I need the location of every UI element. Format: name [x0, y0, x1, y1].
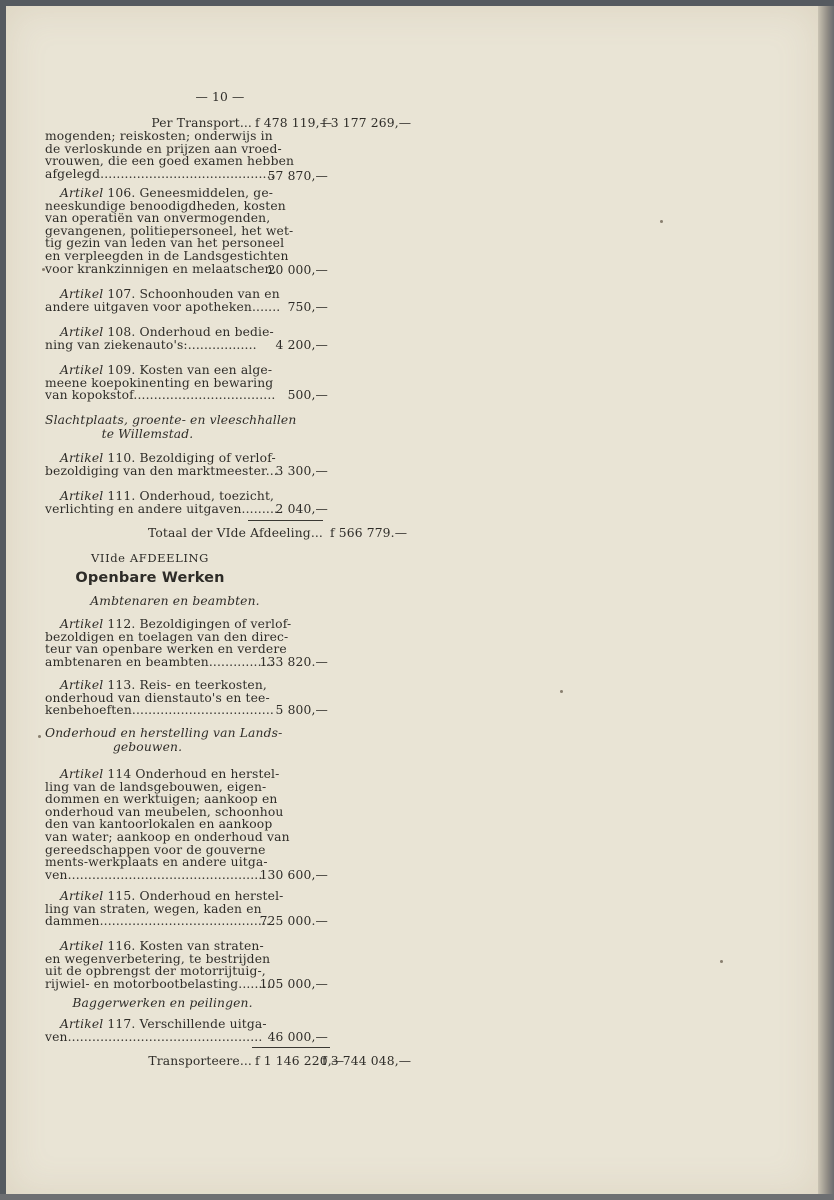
article-title: 113. Reis- en teerkosten, [103, 678, 267, 692]
text-line: mogenden; reiskosten; onderwijs in [45, 129, 273, 143]
art106-line: van operatiën van onvermogenden, [45, 211, 271, 226]
subheading: Ambtenaren en beambten. [90, 594, 260, 608]
text-line: de verloskunde en prijzen aan vroed- [45, 141, 282, 156]
art106-line: gevangenen, politiepersoneel, het wet- [45, 223, 294, 238]
footer-amount-2: f 3 744 048,— [322, 1054, 412, 1068]
art117-line: ven................................................ [45, 1029, 263, 1044]
article-title: 117. Verschillende uitga- [103, 1017, 267, 1031]
subheading: gebouwen. [112, 740, 183, 754]
art111-line: verlichting en andere uitgaven......... [45, 501, 279, 516]
transport-amount-2: f 3 177 269,— [322, 116, 412, 130]
article-label: Artikel [60, 617, 104, 631]
text-line: afgelegd........................................... [45, 166, 275, 181]
article-label: Artikel [60, 489, 104, 503]
transport-rule [252, 1047, 330, 1048]
art114-line: ments-werkplaats en andere uitga- [45, 855, 268, 870]
article-label: Artikel [60, 939, 104, 953]
article-label: Artikel [60, 363, 104, 377]
article-title: 116. Kosten van straten- [103, 939, 264, 953]
art107-line: andere uitgaven voor apotheken....... [45, 299, 281, 314]
amount: 57 870,— [267, 168, 328, 183]
art109-line: van kopokstof................................... [45, 388, 276, 403]
art114-line: dommen en werktuigen; aankoop en [45, 792, 278, 807]
total-label: Totaal der VIde Afdeeling... [147, 526, 323, 540]
transport-label: Per Transport... [151, 116, 252, 130]
subheading: Onderhoud en herstelling van Lands- [45, 726, 283, 740]
art117-amount: 46 000,— [267, 1029, 328, 1044]
art109-amount: 500,— [287, 388, 328, 403]
art106-line: tig gezin van leden van het personeel [45, 236, 285, 251]
page-edge [818, 6, 834, 1200]
total-rule [248, 520, 323, 521]
art114-amount: 130 600,— [259, 867, 328, 882]
art108-amount: 4 200,— [275, 337, 328, 352]
art106-line: en verpleegden in de Landsgestichten [45, 249, 289, 263]
art106-line: voor krankzinnigen en melaatschen. [45, 261, 277, 276]
article-title: 111. Onderhoud, toezicht, [103, 489, 275, 503]
art112-amount: 133 820.— [259, 654, 328, 669]
article-title: 112. Bezoldigingen of verlof- [103, 617, 292, 631]
article-label: Artikel [60, 451, 104, 465]
art116-amount: 105 000,— [259, 976, 328, 991]
art115-line: dammen.......................................... [45, 914, 271, 929]
paper-speck [560, 690, 563, 693]
art106-amount: 20 000,— [267, 263, 328, 277]
art114-line: onderhoud van meubelen, schoonhou [45, 804, 284, 819]
article-label: Artikel [60, 889, 104, 903]
art116-line: en wegenverbetering, te bestrijden [45, 951, 271, 966]
art116-line: uit de opbrengst der motorrijtuig-, [45, 964, 266, 979]
text-line: vrouwen, die een goed examen hebben [45, 154, 295, 169]
transport-amount-1: f 478 119,— [255, 116, 333, 130]
article-label: Artikel [60, 325, 104, 339]
art112-line: teur van openbare werken en verdere [45, 642, 287, 657]
art110-amount: 3 300,— [275, 463, 328, 478]
art112-line: bezoldigen en toelagen van den direc- [45, 629, 289, 644]
art114-line: van water; aankoop en onderhoud van [45, 830, 290, 844]
art110-line: bezoldiging van den marktmeester... [45, 463, 278, 478]
art113-line: onderhoud van dienstauto's en tee- [45, 690, 270, 705]
subheading: te Willemstad. [101, 427, 194, 441]
article-title: 110. Bezoldiging of verlof- [103, 451, 276, 465]
article-title: 106. Geneesmiddelen, ge- [103, 186, 274, 200]
subheading: Baggerwerken en peilingen. [72, 996, 253, 1010]
article-label: Artikel [60, 287, 104, 301]
art111-amount: 2 040,— [275, 501, 328, 516]
art115-amount: 725 000.— [259, 914, 328, 929]
paper-speck [38, 735, 41, 738]
art114-line: gereedschappen voor de gouverne [45, 842, 266, 857]
art114-line: ling van de landsgebouwen, eigen- [45, 779, 267, 794]
section-number: VIIde AFDEELING [91, 551, 209, 565]
paper-speck [720, 960, 723, 963]
article-title: 109. Kosten van een alge- [103, 363, 273, 377]
art114-line: den van kantoorlokalen en aankoop [45, 817, 273, 832]
paper-speck [42, 268, 45, 271]
article-label: Artikel [60, 186, 104, 200]
art115-line: ling van straten, wegen, kaden en [45, 901, 262, 916]
art116-line: rijwiel- en motorbootbelasting......... [45, 976, 275, 991]
article-label: Artikel [60, 1017, 104, 1031]
art112-line: ambtenaren en beambten................ [45, 654, 274, 669]
subheading: Slachtplaats, groente- en vleeschhallen [45, 413, 297, 427]
article-label: Artikel [60, 767, 104, 781]
article-label: Artikel [60, 678, 104, 692]
art113-amount: 5 800,— [275, 703, 328, 718]
paper-speck [660, 220, 663, 223]
art107-amount: 750,— [287, 299, 328, 314]
footer-amount-1: f 1 146 220,— [255, 1054, 345, 1068]
footer-label: Transporteere... [148, 1054, 252, 1068]
scan-border [0, 1194, 834, 1200]
section-title: Openbare Werken [75, 570, 225, 586]
art114-line: ven................................................ [45, 867, 263, 882]
article-title: 107. Schoonhouden van en [103, 287, 280, 301]
total-amount: f 566 779.— [330, 526, 408, 540]
article-title: 108. Onderhoud en bedie- [103, 325, 274, 339]
page-number: — 10 — [195, 90, 245, 104]
article-title: 114 Onderhoud en herstel- [103, 767, 280, 781]
art113-line: kenbehoeften................................... [45, 703, 274, 718]
art109-line: meene koepokinenting en bewaring [45, 375, 274, 390]
art106-line: neeskundige benoodigdheden, kosten [45, 198, 286, 213]
article-title: 115. Onderhoud en herstel- [103, 889, 284, 903]
art108-line: ning van ziekenauto's:................. [45, 337, 257, 352]
